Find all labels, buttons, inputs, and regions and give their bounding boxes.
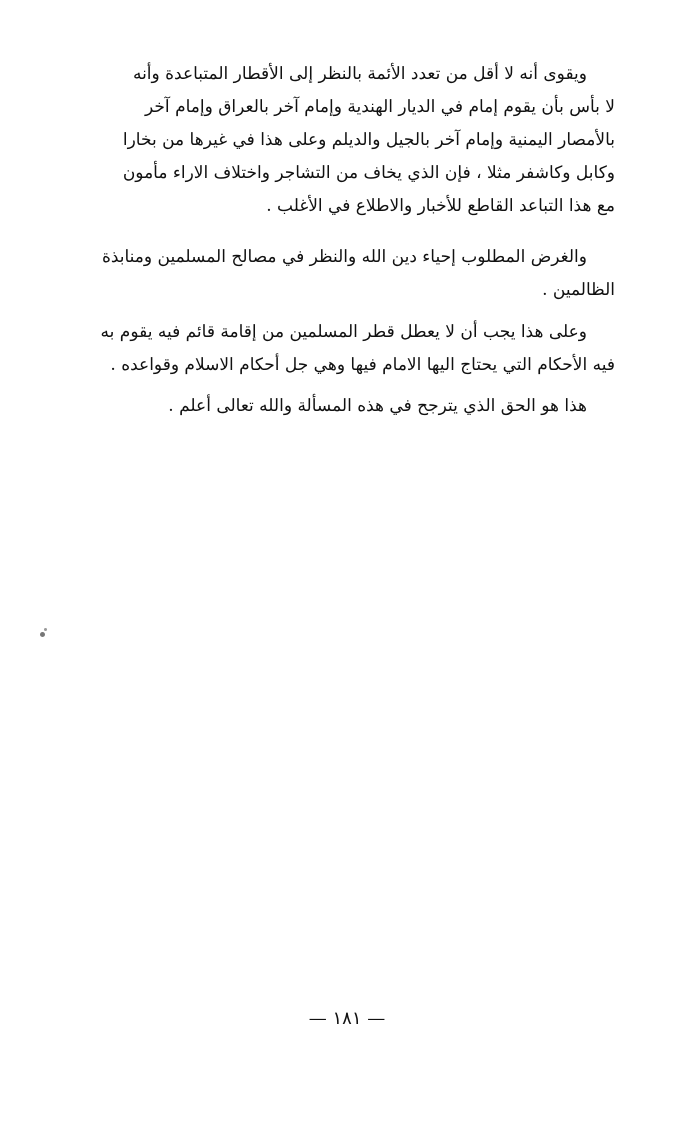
text-line: وعلى هذا يجب أن لا يعطل قطر المسلمين من إقامة قائم فيه يقوم به xyxy=(100,322,587,342)
text-line: الظالمين . xyxy=(542,280,615,300)
text-line: مع هذا التباعد القاطع للأخبار والاطلاع في الأغلب . xyxy=(266,196,615,216)
text-line: هذا هو الحق الذي يترجح في هذه المسألة والله تعالى أعلم . xyxy=(168,396,587,416)
paragraph-4 xyxy=(80,390,615,423)
scan-speck xyxy=(40,632,45,637)
paragraph-2 xyxy=(80,241,615,307)
paragraph-1 xyxy=(80,58,615,223)
text-line: فيه الأحكام التي يحتاج اليها الامام فيها وهي جل أحكام الاسلام وقواعده . xyxy=(110,355,615,375)
text-line: بالأمصار اليمنية وإمام آخر بالجيل والديلم وعلى هذا في غيرها من بخارا xyxy=(122,130,615,150)
text-line: وكابل وكاشفر مثلا ، فإن الذي يخاف من التشاجر واختلاف الاراء مأمون xyxy=(122,163,615,183)
page-number: — ١٨١ — xyxy=(308,1008,386,1029)
paragraph-3 xyxy=(80,316,615,382)
text-line: والغرض المطلوب إحياء دين الله والنظر في مصالح المسلمين ومنابذة xyxy=(101,247,587,267)
scan-speck xyxy=(44,628,47,631)
text-line: ويقوى أنه لا أقل من تعدد الأئمة بالنظر إلى الأقطار المتباعدة وأنه xyxy=(132,64,587,84)
text-line: لا بأس بأن يقوم إمام في الديار الهندية وإمام آخر بالعراق وإمام آخر xyxy=(145,97,615,117)
